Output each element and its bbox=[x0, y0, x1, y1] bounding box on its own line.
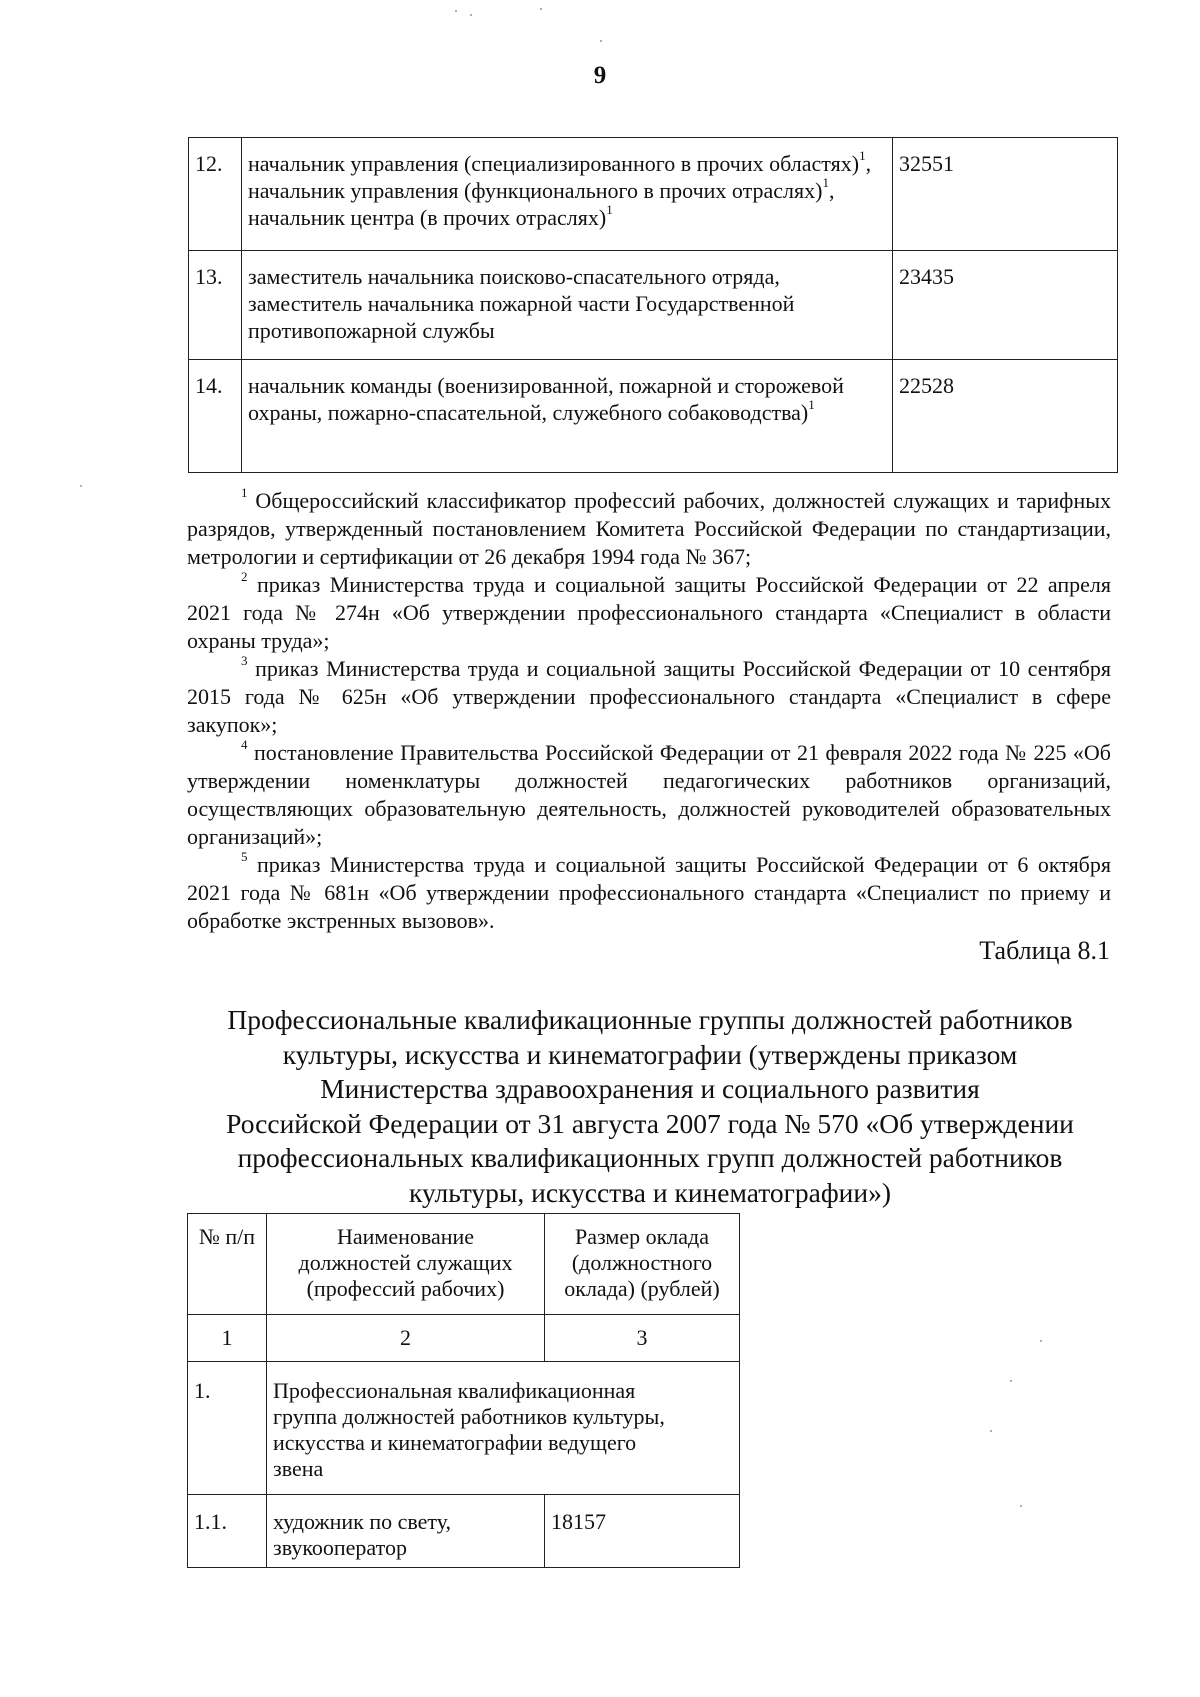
footnote-text: Общероссийский классификатор профессий рабочих, должностей служащих и тарифных разрядов, утвержденный постановлением Комитета Российской Федерации по стандартизации, метрологии и сертификации от 26 декабря 1994 года № 367; bbox=[187, 488, 1111, 569]
group-number: 1. bbox=[188, 1362, 267, 1495]
page-number: 9 bbox=[593, 62, 607, 89]
scan-noise bbox=[990, 1430, 992, 1432]
group-name-line: звена bbox=[273, 1456, 324, 1481]
title-line: культуры, искусства и кинематографии») bbox=[409, 1176, 891, 1208]
footnote bbox=[187, 652, 1112, 739]
table-row bbox=[189, 360, 1118, 473]
column-index: 3 bbox=[545, 1315, 740, 1362]
footnote-text: приказ Министерства труда и социальной защиты Российской Федерации от 10 сентября 2015 года № 625н «Об утверждении профессионального стандарта «Специалист в сфере закупок»; bbox=[187, 656, 1112, 737]
table-title bbox=[190, 1003, 1110, 1210]
row-number: 12. bbox=[189, 138, 242, 251]
position-name-line: звукооператор bbox=[273, 1535, 407, 1560]
footnotes bbox=[187, 484, 1112, 935]
title-line: культуры, искусства и кинематографии (утверждены приказом bbox=[282, 1038, 1018, 1070]
position-name: начальник команды (военизированной, пожарной и сторожевой охраны, пожарно-спасательной, служебного собаководства)$^1$ bbox=[242, 360, 893, 473]
salary-value: 32551 bbox=[893, 138, 1118, 251]
header-line: (профессий рабочих) bbox=[306, 1276, 505, 1301]
table-row bbox=[189, 251, 1118, 360]
scan-noise bbox=[1010, 1380, 1012, 1382]
scan-noise bbox=[540, 8, 542, 10]
row-number: 1.1. bbox=[188, 1495, 267, 1568]
column-index: 2 bbox=[267, 1315, 545, 1362]
header-line: Размер оклада bbox=[575, 1224, 709, 1249]
header-line: оклада) (рублей) bbox=[564, 1276, 720, 1301]
table-caption: Таблица 8.1 bbox=[979, 936, 1110, 965]
salary-value: 22528 bbox=[893, 360, 1118, 473]
salary-value: 18157 bbox=[545, 1495, 740, 1568]
title-line: Профессиональные квалификационные группы должностей работников bbox=[227, 1004, 1073, 1035]
footnote bbox=[187, 848, 1111, 935]
footnote-mark: 5 bbox=[241, 848, 248, 864]
title-line: Российской Федерации от 31 августа 2007 года № 570 «Об утверждении bbox=[226, 1107, 1074, 1139]
scan-noise bbox=[455, 10, 457, 12]
group-name-line: Профессиональная квалификационная bbox=[273, 1378, 636, 1403]
position-name: начальник управления (специализированного в прочих областях)$^1$, начальник управления (функционального в прочих отраслях)$^1$, начальник центра (в прочих отраслях)$^1$ bbox=[242, 138, 893, 251]
table-header-row bbox=[188, 1214, 740, 1315]
header-line: должностей служащих bbox=[298, 1250, 513, 1275]
footnote bbox=[187, 568, 1111, 655]
position-name-line: художник по свету, bbox=[273, 1509, 452, 1534]
scan-noise bbox=[80, 485, 82, 487]
footnote-text: приказ Министерства труда и социальной защиты Российской Федерации от 22 апреля 2021 года № 274н «Об утверждении профессионального стандарта «Специалист в области охраны труда»; bbox=[187, 572, 1111, 653]
group-name bbox=[267, 1362, 740, 1495]
header-number: № п/п bbox=[188, 1214, 267, 1315]
footnote-mark: 3 bbox=[241, 652, 248, 668]
table-row bbox=[188, 1495, 740, 1568]
group-name-line: искусства и кинематографии ведущего bbox=[273, 1430, 637, 1455]
position-name: заместитель начальника поисково-спасательного отряда, заместитель начальника пожарной части Государственной противопожарной службы bbox=[242, 251, 893, 360]
positions-table-continued bbox=[188, 137, 1118, 473]
header-salary bbox=[545, 1214, 740, 1315]
table-row bbox=[189, 138, 1118, 251]
salary-value: 23435 bbox=[893, 251, 1118, 360]
footnote-mark: 4 bbox=[241, 736, 248, 752]
culture-qualification-table bbox=[187, 1213, 740, 1568]
footnote-mark: 1 bbox=[241, 484, 248, 500]
row-number: 13. bbox=[189, 251, 242, 360]
footnote-mark: 2 bbox=[241, 568, 248, 584]
column-index: 1 bbox=[188, 1315, 267, 1362]
group-name-line: группа должностей работников культуры, bbox=[273, 1404, 665, 1429]
position-name bbox=[267, 1495, 545, 1568]
group-row bbox=[188, 1362, 740, 1495]
scan-noise bbox=[1040, 1340, 1042, 1342]
row-number: 14. bbox=[189, 360, 242, 473]
title-line: профессиональных квалификационных групп должностей работников bbox=[237, 1142, 1063, 1173]
scan-noise bbox=[470, 14, 472, 16]
scan-noise bbox=[1020, 1505, 1022, 1507]
header-position-name bbox=[267, 1214, 545, 1315]
scan-noise bbox=[600, 40, 602, 42]
header-line: (должностного bbox=[571, 1250, 713, 1275]
column-index-row bbox=[188, 1315, 740, 1362]
header-line: Наименование bbox=[336, 1224, 475, 1249]
title-line: Министерства здравоохранения и социального развития bbox=[320, 1073, 980, 1104]
footnote bbox=[187, 484, 1111, 571]
footnote-text: постановление Правительства Российской Федерации от 21 февраля 2022 года № 225 «Об утверждении номенклатуры должностей педагогических работников организаций, осуществляющих образовательную деятельность, должностей руководителей образовательных организаций»; bbox=[187, 740, 1112, 849]
footnote-text: приказ Министерства труда и социальной защиты Российской Федерации от 6 октября 2021 года № 681н «Об утверждении профессионального стандарта «Специалист по приему и обработке экстренных вызовов». bbox=[187, 852, 1111, 933]
footnote bbox=[187, 736, 1112, 851]
